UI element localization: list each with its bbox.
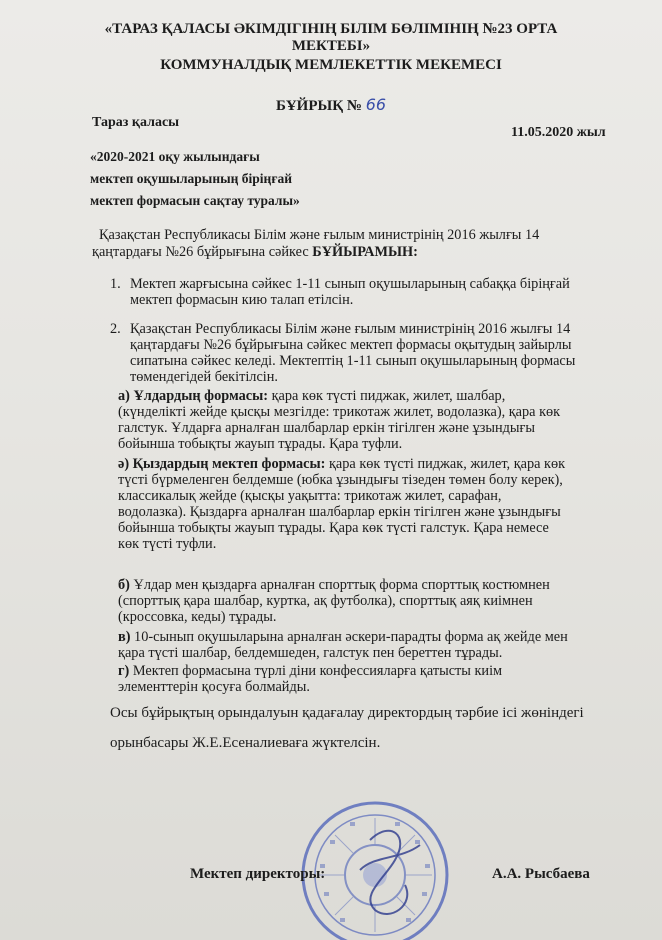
header-line-2: МЕКТЕБІ» (291, 38, 371, 54)
order-subject (90, 146, 300, 212)
preamble-line-2 (92, 244, 418, 260)
section-religion (118, 663, 502, 695)
section-heading: а) Ұлдардың формасы: (118, 388, 269, 404)
section-line: түсті бүрмеленген белдемше (юбка ұзындығы тізеден төмен болу керек), (118, 472, 563, 488)
section-line: классикалық жейде (қысқы уақытта: трикотаж жилет, сарафан, (118, 488, 502, 504)
section-text: Ұлдар мен қыздарға арналған спорттық форма спорттық костюмнен (129, 577, 550, 593)
section-text: қара көк түсті пиджак, жилет, шалбар, (268, 388, 506, 404)
section-heading: г) (118, 663, 130, 679)
section-line: бойынша тобықты жауып тұрады. Қара көк түсті галстук. Қара немесе (118, 520, 549, 536)
city-label: Тараз қаласы (92, 115, 180, 130)
section-line: (спорттық қара шалбар, куртка, ақ футболка), спорттық аяқ киімнен (118, 593, 533, 609)
section-sport (118, 577, 550, 625)
order-title-label: БҰЙРЫҚ № (275, 98, 362, 114)
section-heading: ә) Қыздардың мектеп формасы: (118, 456, 326, 472)
section-girls (118, 456, 565, 552)
item-line: Қазақстан Республикасы Білім және ғылым министрінің 2016 жылғы 14 (130, 321, 571, 337)
header-line-3: КОММУНАЛДЫҚ МЕМЛЕКЕТТІК МЕКЕМЕСІ (160, 57, 502, 73)
item-line: қаңтардағы №26 бұйрығына сәйкес мектеп формасы оқытудың зайырлы (130, 337, 572, 353)
item-1-text (130, 276, 570, 308)
section-line: қара түсті шалбар, белдемшеден, галстук пен береттен тұрады. (118, 645, 503, 661)
item-number: 1. (110, 276, 121, 292)
order-date: 11.05.2020 жыл (511, 125, 606, 140)
section-text: Мектеп формасына түрлі діни конфессияларға қатысты киім (129, 663, 503, 679)
subject-line: мектеп формасын сақтау туралы» (90, 193, 300, 208)
section-text: 10-сынып оқушыларына арналған әскери-парадты форма ақ жейде мен (130, 629, 568, 645)
section-line: көк түсті туфли. (118, 536, 217, 552)
closing-line: Осы бұйрықтың орындалуын қадағалау директордың тәрбие ісі жөніндегі (110, 705, 584, 721)
section-line: водолазка). Қыздарға арналған шалбарлар еркін тігілген және ұзындығы (118, 504, 561, 520)
subject-line: «2020-2021 оқу жылындағы (90, 149, 260, 164)
preamble-order-word: БҰЙЫРАМЫН: (312, 244, 418, 260)
item-line: төмендегідей бекітілсін. (130, 369, 278, 385)
order-title (0, 95, 662, 115)
item-line: сипатына сәйкес келеді. Мектептің 1-11 сынып оқушыларының формасы (130, 353, 576, 369)
section-line: галстук. Ұлдарға арналған шалбарлар еркін тігілген және ұзындығы (118, 420, 535, 436)
order-number: 66 (365, 95, 387, 114)
section-line: бойынша тобықты жауып тұрады. Қара туфли. (118, 436, 403, 452)
closing (110, 698, 584, 758)
item-line: мектеп формасын кию талап етілсін. (130, 292, 354, 308)
subject-line: мектеп оқушыларының біріңғай (90, 171, 292, 186)
section-boys (118, 388, 560, 452)
section-text: қара көк түсті пиджак, жилет, қара көк (325, 456, 566, 472)
closing-line: орынбасары Ж.Е.Есеналиеваға жүктелсін. (110, 735, 381, 751)
section-military (118, 629, 568, 661)
header-line-1: «ТАРАЗ ҚАЛАСЫ ӘКІМДІГІНІҢ БІЛІМ БӨЛІМІНІҢ №23 ОРТА (104, 21, 558, 37)
section-line: (күнделікті жейде қысқы мезгілде: трикотаж жилет, водолазка), қара көк (118, 404, 561, 420)
preamble-text: қаңтардағы №26 бұйрығына сәйкес (92, 244, 313, 260)
section-heading: б) (118, 577, 130, 593)
signature-role: Мектеп директоры: (190, 866, 326, 882)
preamble-line-1: Қазақстан Республикасы Білім және ғылым министрінің 2016 жылғы 14 (99, 227, 540, 243)
item-line: Мектеп жарғысына сәйкес 1-11 сынып оқушыларының сабаққа біріңғай (130, 276, 570, 292)
signature-name: А.А. Рысбаева (492, 866, 590, 882)
section-heading: в) (118, 629, 131, 645)
section-line: элементтерін қосуға болмайды. (118, 679, 310, 695)
item-2-text (130, 321, 575, 385)
section-line: (кроссовка, кеды) тұрады. (118, 609, 277, 625)
item-number: 2. (110, 321, 121, 337)
